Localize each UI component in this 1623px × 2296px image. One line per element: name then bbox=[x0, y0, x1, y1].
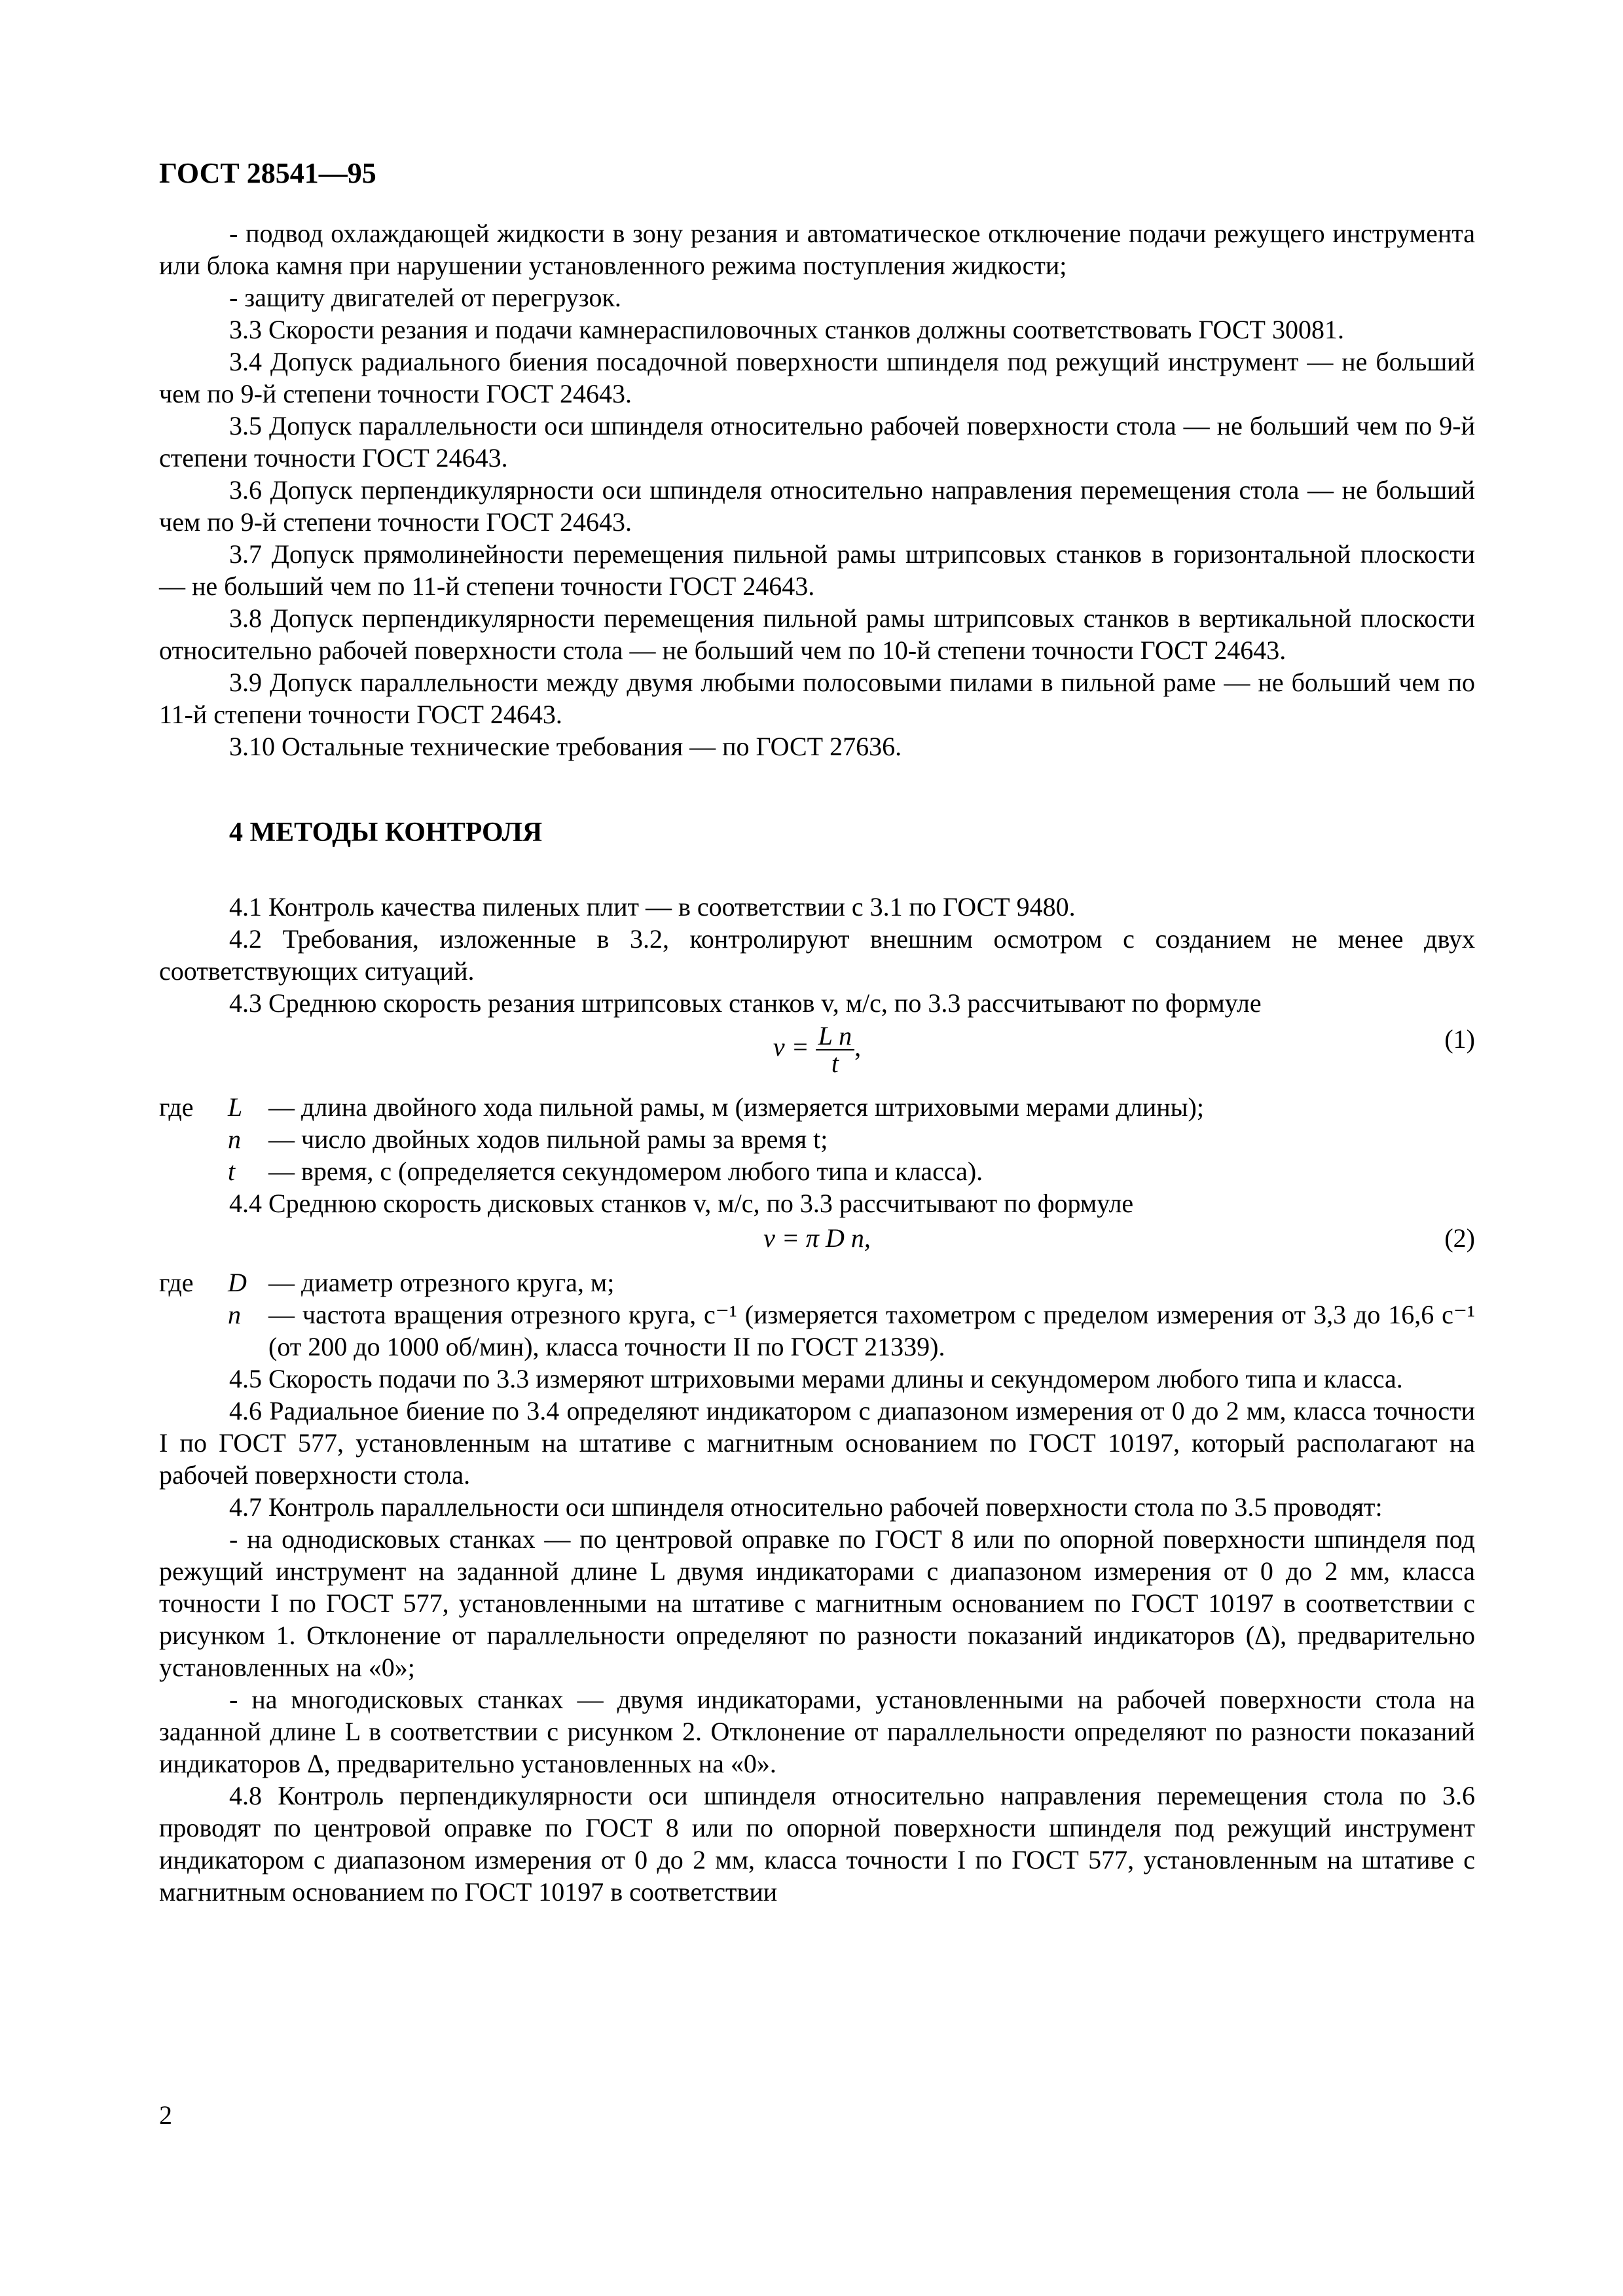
section-3-continuation bbox=[159, 217, 1475, 762]
symbol: n bbox=[228, 1124, 241, 1154]
paragraph: 3.6 Допуск перпендикулярности оси шпинделя относительно направления перемещения стола — не больший чем по 9-й степени точности ГОСТ 24643. bbox=[159, 475, 1475, 537]
where-word bbox=[159, 1299, 228, 1363]
where-list-1 bbox=[159, 1091, 1475, 1187]
formula-1-tail: , bbox=[854, 1032, 862, 1062]
where-item bbox=[159, 1299, 1475, 1363]
paragraph: 4.2 Требования, изложенные в 3.2, контролируют внешним осмотром с созданием не менее двух соответствующих ситуаций. bbox=[159, 924, 1475, 986]
paragraph: - на однодисковых станках — по центровой оправке по ГОСТ 8 или по опорной поверхности шпинделя под режущий инструмент на заданной длине L двумя индикаторами с диапазоном измерения от 0 до 2 мм, класса точности I по ГОСТ 577, установленными на штативе с магнитным основанием по ГОСТ 10197 в соответствии с рисунком 1. Отклонение от параллельности определяют по разности показаний индикаторов (Δ), предварительно установленных на «0»; bbox=[159, 1524, 1475, 1682]
symbol: D bbox=[228, 1268, 247, 1297]
symbol-definition: — диаметр отрезного круга, м; bbox=[268, 1268, 615, 1297]
symbol: n bbox=[228, 1300, 241, 1329]
paragraph: - подвод охлаждающей жидкости в зону резания и автоматическое отключение подачи режущего инструмента или блока камня при нарушении установленного режима поступления жидкости; bbox=[159, 219, 1475, 280]
formula-1-fraction bbox=[816, 1023, 855, 1077]
paragraph: 4.8 Контроль перпендикулярности оси шпинделя относительно направления перемещения стола по 3.6 проводят по центровой оправке по ГОСТ 8 или по опорной поверхности шпинделя под режущий инструмент индикатором с диапазоном измерения от 0 до 2 мм, класса точности I по ГОСТ 577, установленным на штативе с магнитным основанием по ГОСТ 10197 в соответствии bbox=[159, 1781, 1475, 1907]
paragraph: 3.8 Допуск перпендикулярности перемещения пильной рамы штрипсовых станков в вертикальной плоскости относительно рабочей поверхности стола — не больший чем по 10-й степени точности ГОСТ 24643. bbox=[159, 603, 1475, 665]
formula-2-number: (2) bbox=[1444, 1223, 1475, 1253]
where-word bbox=[159, 1155, 228, 1187]
where-item bbox=[159, 1266, 1475, 1299]
document-page bbox=[159, 157, 1475, 1908]
paragraph: 3.5 Допуск параллельности оси шпинделя относительно рабочей поверхности стола — не больший чем по 9-й степени точности ГОСТ 24643. bbox=[159, 411, 1475, 473]
paragraph: 4.6 Радиальное биение по 3.4 определяют индикатором с диапазоном измерения от 0 до 2 мм, класса точности I по ГОСТ 577, установленным на штативе с магнитным основанием по ГОСТ 10197, который располагают на рабочей поверхности стола. bbox=[159, 1396, 1475, 1490]
where-item bbox=[159, 1155, 1475, 1187]
symbol-definition: — число двойных ходов пильной рамы за время t; bbox=[268, 1124, 828, 1154]
symbol-definition: — длина двойного хода пильной рамы, м (измеряется штриховыми мерами длины); bbox=[268, 1092, 1204, 1122]
where-item bbox=[159, 1091, 1475, 1123]
paragraph: - защиту двигателей от перегрузок. bbox=[229, 283, 621, 312]
formula-2-expression: v = π D n, bbox=[763, 1223, 871, 1253]
paragraph: - на многодисковых станках — двумя индикаторами, установленными на рабочей поверхности стола на заданной длине L в соответствии с рисунком 2. Отклонение от параллельности определяют по разности показаний индикаторов Δ, предварительно установленных на «0». bbox=[159, 1685, 1475, 1778]
paragraph: 4.1 Контроль качества пиленых плит — в соответствии с 3.1 по ГОСТ 9480. bbox=[229, 892, 1076, 922]
paragraph: 3.4 Допуск радиального биения посадочной поверхности шпинделя под режущий инструмент — не больший чем по 9-й степени точности ГОСТ 24643. bbox=[159, 347, 1475, 408]
formula-1 bbox=[159, 1019, 1475, 1085]
page-number: 2 bbox=[159, 2100, 172, 2130]
symbol: L bbox=[228, 1092, 243, 1122]
where-item bbox=[159, 1123, 1475, 1155]
paragraph: 4.3 Среднюю скорость резания штрипсовых станков v, м/с, по 3.3 рассчитывают по формуле bbox=[229, 988, 1262, 1018]
symbol-definition: — частота вращения отрезного круга, с⁻¹ (измеряется тахометром с пределом измерения от 3,3 до 16,6 с⁻¹ (от 200 до 1000 об/мин), класса точности II по ГОСТ 21339). bbox=[268, 1300, 1475, 1361]
formula-1-numerator: L n bbox=[816, 1023, 855, 1050]
symbol: t bbox=[228, 1157, 236, 1186]
formula-1-number: (1) bbox=[1444, 1024, 1475, 1054]
paragraph: 3.10 Остальные технические требования — по ГОСТ 27636. bbox=[229, 732, 902, 761]
symbol-definition: — время, с (определяется секундомером любого типа и класса). bbox=[268, 1157, 983, 1186]
paragraph: 4.7 Контроль параллельности оси шпинделя относительно рабочей поверхности стола по 3.5 проводят: bbox=[229, 1492, 1383, 1522]
paragraph: 4.5 Скорость подачи по 3.3 измеряют штриховыми мерами длины и секундомером любого типа и класса. bbox=[229, 1364, 1403, 1393]
formula-1-lhs: v = bbox=[773, 1032, 809, 1062]
where-word: где bbox=[159, 1092, 194, 1122]
paragraph: 3.7 Допуск прямолинейности перемещения пильной рамы штрипсовых станков в горизонтальной плоскости — не больший чем по 11-й степени точности ГОСТ 24643. bbox=[159, 539, 1475, 601]
document-header: ГОСТ 28541—95 bbox=[159, 157, 376, 189]
formula-1-denominator: t bbox=[831, 1049, 839, 1078]
paragraph: 3.9 Допуск параллельности между двумя любыми полосовыми пилами в пильной раме — не больший чем по 11-й степени точности ГОСТ 24643. bbox=[159, 668, 1475, 729]
paragraph: 4.4 Среднюю скорость дисковых станков v, м/с, по 3.3 рассчитывают по формуле bbox=[229, 1189, 1134, 1218]
paragraph: 3.3 Скорости резания и подачи камнераспиловочных станков должны соответствовать ГОСТ 30081. bbox=[229, 315, 1344, 344]
where-word: где bbox=[159, 1268, 194, 1297]
section-title: 4 МЕТОДЫ КОНТРОЛЯ bbox=[229, 817, 543, 848]
where-list-2 bbox=[159, 1266, 1475, 1363]
formula-2 bbox=[159, 1222, 1475, 1260]
where-word bbox=[159, 1123, 228, 1155]
